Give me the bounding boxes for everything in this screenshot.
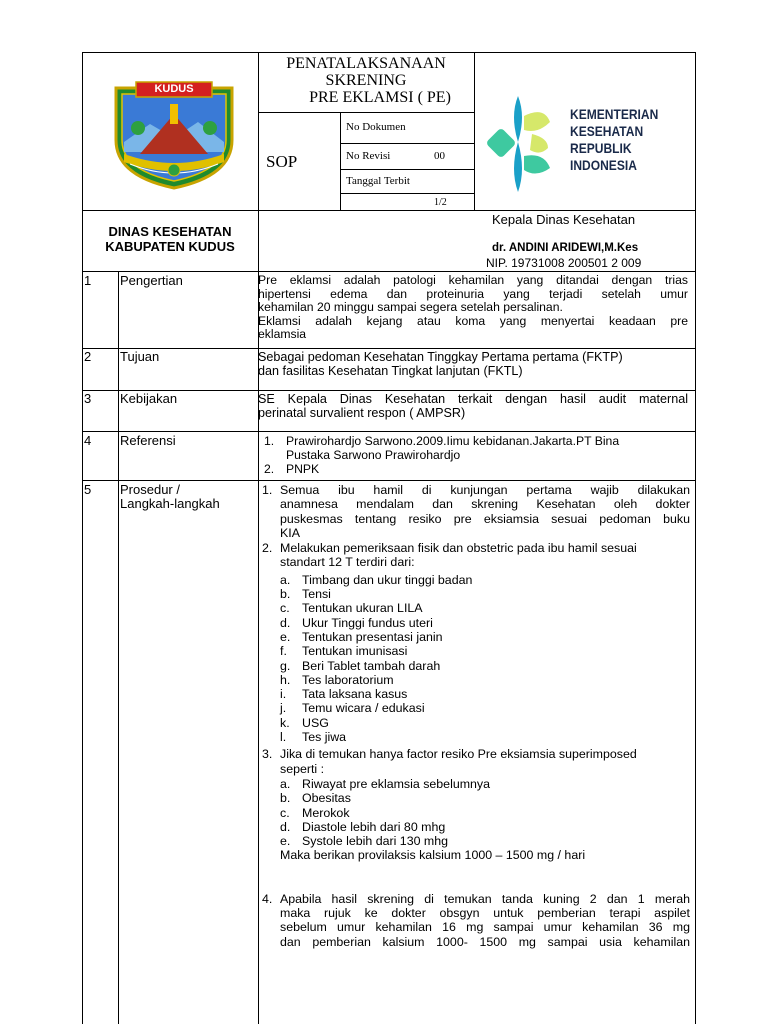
row-sep-1 bbox=[82, 348, 696, 349]
referensi-list bbox=[262, 434, 688, 476]
page-number: 1/2 bbox=[434, 197, 447, 208]
kepala-dinas-nip: NIP. 19731008 200501 2 009 bbox=[486, 256, 642, 270]
kemenkes-text bbox=[570, 106, 673, 174]
step-2-sub-h-text: Tes laboratorium bbox=[302, 672, 394, 687]
step-2-sub-b-text: Tensi bbox=[302, 587, 331, 602]
row-3-label: Kebijakan bbox=[120, 391, 178, 406]
step-2-sub-g bbox=[280, 659, 690, 673]
step-2-sub-i bbox=[280, 687, 690, 701]
row-2-label: Tujuan bbox=[120, 349, 160, 364]
step-2-sub-k-text: USG bbox=[302, 715, 329, 730]
step-3-sub-e-text: Systole lebih dari 130 mhg bbox=[302, 834, 449, 849]
tujuan-line-1: Sebagai pedoman Kesehatan Tinggkay Pertama pertama (FKTP) bbox=[258, 350, 623, 364]
pengertian-line-1: Pre eklamsi adalah patologi kehamilan yang ditandai dengan trias bbox=[258, 273, 688, 287]
kemenkes-line-3: REPUBLIK bbox=[570, 140, 632, 156]
step-2-sub-h-letter: h. bbox=[280, 672, 291, 687]
sop-document bbox=[82, 52, 696, 1024]
step-3-sub-c-letter: c. bbox=[280, 805, 290, 820]
row-5-number: 5 bbox=[84, 482, 92, 497]
step-3-sub-a-letter: a. bbox=[280, 776, 291, 791]
step-4-line-2: maka rujuk ke dokter obsgyn untuk pemberian terapi aspilet bbox=[280, 906, 690, 921]
step-3-sub-d-letter: d. bbox=[280, 819, 291, 834]
tanggal-terbit-label: Tanggal Terbit bbox=[346, 175, 410, 187]
row-5-label bbox=[120, 483, 220, 512]
tujuan-line-2: dan fasilitas Kesehatan Tingkat lanjutan (FKTL) bbox=[258, 364, 523, 378]
dinas-line-1: DINAS KESEHATAN bbox=[108, 224, 232, 239]
step-2-sub-f-letter: f. bbox=[280, 644, 287, 659]
step-3-sub-e bbox=[280, 834, 690, 848]
step-2-sub-e-letter: e. bbox=[280, 629, 291, 644]
sop-divider bbox=[340, 112, 341, 210]
pengertian-line-5: eklamsia bbox=[258, 327, 307, 341]
kebijakan-text bbox=[258, 392, 688, 420]
step-2-sub-c bbox=[280, 601, 690, 615]
step-2-sub-h bbox=[280, 673, 690, 687]
step-2-number: 2. bbox=[262, 541, 273, 556]
row-1-label: Pengertian bbox=[120, 273, 183, 288]
step-2-sub-g-text: Beri Tablet tambah darah bbox=[302, 658, 441, 673]
step-3 bbox=[258, 747, 690, 862]
step-2-sub-j-letter: j. bbox=[280, 701, 287, 716]
step-3-sub-b-letter: b. bbox=[280, 791, 291, 806]
step-2-sub-l bbox=[280, 730, 690, 744]
step-3-sub-b bbox=[280, 791, 690, 805]
step-3-sub-c-text: Merokok bbox=[302, 805, 350, 820]
row-2-number: 2 bbox=[84, 349, 92, 364]
field-sep-3 bbox=[340, 193, 475, 194]
kemenkes-line-2: KESEHATAN bbox=[570, 123, 644, 139]
document-title bbox=[258, 55, 474, 106]
referensi-item-1-number: 1. bbox=[264, 434, 275, 448]
dinas-bottom bbox=[82, 271, 696, 272]
border-left bbox=[82, 52, 83, 1024]
referensi-item-2 bbox=[262, 462, 688, 476]
step-2-sub-b bbox=[280, 587, 690, 601]
kudus-logo-text: KUDUS bbox=[154, 83, 194, 95]
tujuan-text bbox=[258, 350, 688, 378]
step-2-sub-f-text: Tentukan imunisasi bbox=[302, 644, 408, 659]
step-2-sub-e bbox=[280, 630, 690, 644]
kepala-dinas-name: dr. ANDINI ARIDEWI,M.Kes bbox=[492, 242, 639, 254]
field-sep-2 bbox=[340, 169, 475, 170]
step-3-sub-e-letter: e. bbox=[280, 834, 291, 849]
step-1-line-4: KIA bbox=[280, 525, 300, 540]
referensi-item-1 bbox=[262, 434, 688, 462]
referensi-item-2-number: 2. bbox=[264, 462, 275, 476]
step-4-line-3: sebelum umur kehamilan 16 mg sampai umur kehamilan 36 mg bbox=[280, 920, 690, 935]
step-3-line-2: seperti : bbox=[280, 761, 325, 776]
pengertian-text bbox=[258, 274, 688, 342]
title-bottom bbox=[258, 112, 475, 113]
step-4 bbox=[258, 892, 690, 949]
step-2-sub-d bbox=[280, 616, 690, 630]
step-2-sub-i-letter: i. bbox=[280, 687, 287, 702]
step-1-line-1: Semua ibu hamil di kunjungan pertama wajib dilakukan bbox=[280, 483, 690, 497]
border-top bbox=[82, 52, 696, 53]
step-2-sub-f bbox=[280, 644, 690, 658]
kemenkes-leaf-icon bbox=[484, 86, 554, 198]
step-3-sub-a bbox=[280, 777, 690, 791]
header-bottom bbox=[82, 210, 696, 211]
row-5-label-line-1: Prosedur / bbox=[120, 482, 180, 497]
step-3-sublist bbox=[280, 777, 690, 848]
step-3-line-1: Jika di temukan hanya factor resiko Pre eksiamsia superimposed bbox=[280, 747, 637, 762]
no-revisi-label: No Revisi bbox=[346, 150, 391, 162]
step-2-sub-j bbox=[280, 701, 690, 715]
step-2-sub-j-text: Temu wicara / edukasi bbox=[302, 701, 425, 716]
kudus-logo bbox=[110, 80, 238, 192]
title-line-2: SKRENING bbox=[325, 72, 407, 89]
pengertian-line-4: Eklamsi adalah kejang atau koma yang menyertai keadaan pre bbox=[258, 313, 688, 328]
dinas-line-2: KABUPATEN KUDUS bbox=[105, 239, 235, 254]
col-divider-2 bbox=[474, 52, 475, 210]
step-2-sub-k-letter: k. bbox=[280, 715, 290, 730]
pengertian-line-3: kehamilan 20 minggu sampai segera setelah persalinan. bbox=[258, 300, 563, 314]
pengertian-line-2: hipertensi edema dan proteinuria yang terjadi setelah umur bbox=[258, 286, 688, 301]
step-3-sub-c bbox=[280, 806, 690, 820]
kepala-dinas-title: Kepala Dinas Kesehatan bbox=[492, 212, 636, 227]
row-4-number: 4 bbox=[84, 433, 92, 448]
step-2-sub-d-text: Ukur Tinggi fundus uteri bbox=[302, 615, 433, 630]
step-3-sub-d-text: Diastole lebih dari 80 mhg bbox=[302, 819, 446, 834]
step-1-line-2: anamnesa mendalam dan skrening Kesehatan oleh dokter bbox=[280, 497, 690, 512]
step-2-sub-a-letter: a. bbox=[280, 572, 291, 587]
step-3-sub-b-text: Obesitas bbox=[302, 791, 351, 806]
row-5-label-line-2: Langkah-langkah bbox=[120, 496, 220, 512]
step-4-line-4: dan pemberian kalsium 1000- 1500 mg sampai usia kehamilan bbox=[280, 934, 690, 949]
step-2-sub-d-letter: d. bbox=[280, 615, 291, 630]
num-col-divider bbox=[118, 271, 119, 1024]
kebijakan-line-1: SE Kepala Dinas Kesehatan terkait dengan hasil audit maternal bbox=[258, 392, 688, 406]
border-right bbox=[695, 52, 696, 1024]
step-2-sub-g-letter: g. bbox=[280, 658, 291, 673]
step-3-sub-a-text: Riwayat pre eklamsia sebelumnya bbox=[302, 776, 491, 791]
step-4-line-1: Apabila hasil skrening di temukan tanda kuning 2 dan 1 merah bbox=[280, 891, 690, 906]
kemenkes-line-4: INDONESIA bbox=[570, 157, 637, 173]
step-2-sublist bbox=[280, 573, 690, 745]
kemenkes-line-1: KEMENTERIAN bbox=[570, 106, 659, 122]
step-3-sub-d bbox=[280, 820, 690, 834]
sop-label: SOP bbox=[266, 152, 298, 171]
step-2-line-1: Melakukan pemeriksaan fisik dan obstetric pada ibu hamil sesuai bbox=[280, 541, 637, 556]
kebijakan-line-2: perinatal survalient respon ( AMPSR) bbox=[258, 406, 466, 420]
step-4-number: 4. bbox=[262, 891, 273, 906]
step-2-sub-b-letter: b. bbox=[280, 587, 291, 602]
row-4-label: Referensi bbox=[120, 433, 176, 448]
step-2-sub-c-text: Tentukan ukuran LILA bbox=[302, 601, 423, 616]
row-sep-4 bbox=[82, 480, 696, 481]
prosedur-steps bbox=[258, 483, 690, 949]
step-2-line-2: standart 12 T terdiri dari: bbox=[280, 555, 415, 570]
referensi-item-1-line-1: Prawirohardjo Sarwono.2009.Iimu kebidanan.Jakarta.PT Bina bbox=[286, 434, 620, 448]
row-3-number: 3 bbox=[84, 391, 92, 406]
step-1-number: 1. bbox=[262, 483, 273, 497]
kemenkes-logo bbox=[484, 86, 554, 198]
no-revisi-value: 00 bbox=[434, 150, 445, 162]
field-sep-1 bbox=[340, 143, 475, 144]
row-sep-3 bbox=[82, 431, 696, 432]
referensi-item-1-line-2: Pustaka Sarwono Prawirohardjo bbox=[286, 448, 461, 462]
step-2-sub-i-text: Tata laksana kasus bbox=[302, 687, 408, 702]
step-1 bbox=[258, 483, 690, 540]
step-2-sub-l-text: Tes jiwa bbox=[302, 730, 347, 745]
step-3-after: Maka berikan provilaksis kalsium 1000 – 1500 mg / hari bbox=[280, 848, 586, 863]
step-2-sub-a bbox=[280, 573, 690, 587]
no-dokumen-label: No Dokumen bbox=[346, 121, 406, 133]
step-1-line-3: puskesmas tentang resiko pre eksiamsia sesuai pedoman buku bbox=[280, 511, 690, 526]
step-2-sub-a-text: Timbang dan ukur tinggi badan bbox=[302, 572, 473, 587]
row-1-number: 1 bbox=[84, 273, 92, 288]
step-2-sub-e-text: Tentukan presentasi janin bbox=[302, 629, 443, 644]
title-line-1: PENATALAKSANAAN bbox=[286, 55, 446, 72]
step-3-number: 3. bbox=[262, 747, 273, 762]
step-2 bbox=[258, 541, 690, 744]
step-2-sub-k bbox=[280, 716, 690, 730]
dinas-kesehatan-label bbox=[82, 224, 258, 254]
step-2-sub-l-letter: l. bbox=[280, 730, 287, 745]
step-2-sub-c-letter: c. bbox=[280, 601, 290, 616]
title-line-3: PRE EKLAMSI ( PE) bbox=[309, 89, 451, 106]
referensi-item-2-line-1: PNPK bbox=[286, 462, 320, 476]
